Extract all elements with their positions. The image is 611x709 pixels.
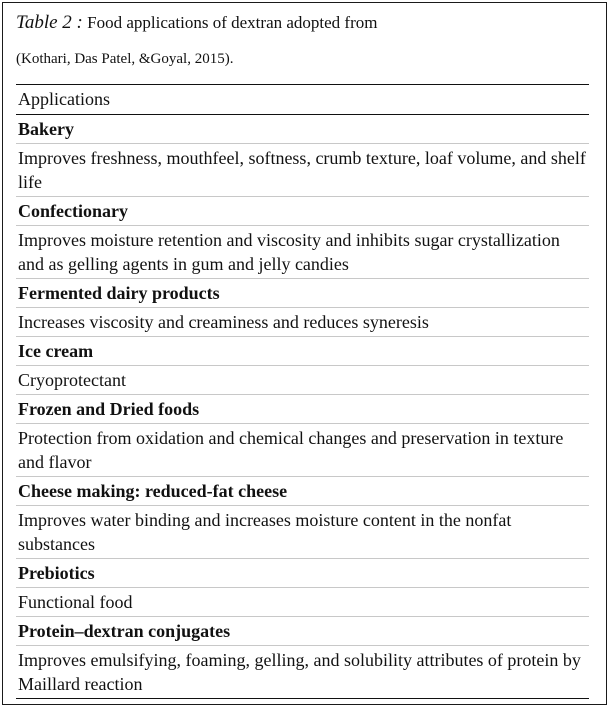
table-label: Table 2 : [16,12,83,33]
description-row: Improves emulsifying, foaming, gelling, and solubility attributes of protein by Maillard reaction [16,646,589,699]
description-row: Functional food [16,588,589,617]
description-row: Improves freshness, mouthfeel, softness, crumb texture, loaf volume, and shelf life [16,144,589,197]
category-row: Fermented dairy products [16,279,589,308]
category-row: Frozen and Dried foods [16,395,589,424]
table-caption [16,8,596,74]
category-row: Protein–dextran conjugates [16,617,589,646]
applications-table [16,84,589,699]
caption-title: Food applications of dextran adopted from [82,13,378,32]
category-row: Confectionary [16,197,589,226]
description-row: Increases viscosity and creaminess and reduces syneresis [16,308,589,337]
description-row: Protection from oxidation and chemical changes and preservation in texture and flavor [16,424,589,477]
description-row: Improves moisture retention and viscosity and inhibits sugar crystallization and as gelling agents in gum and jelly candies [16,226,589,279]
category-row: Ice cream [16,337,589,366]
category-row: Cheese making: reduced-fat cheese [16,477,589,506]
category-row: Bakery [16,115,589,144]
category-row: Prebiotics [16,559,589,588]
caption-source: (Kothari, Das Patel, &Goyal, 2015). [16,51,234,67]
table-header: Applications [16,85,589,115]
description-row: Cryoprotectant [16,366,589,395]
description-row: Improves water binding and increases moisture content in the nonfat substances [16,506,589,559]
